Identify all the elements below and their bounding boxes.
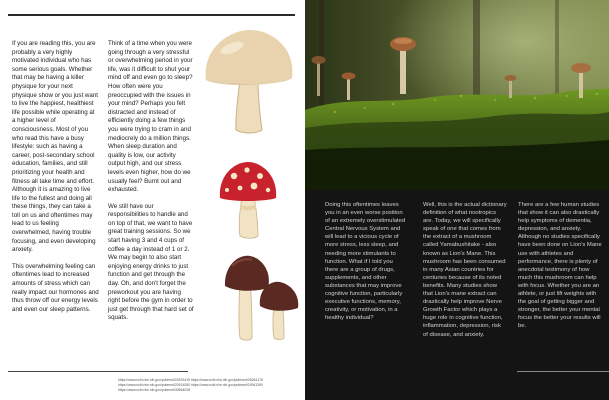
text-column-1 xyxy=(12,40,99,322)
brown-mushrooms-illustration xyxy=(224,252,300,344)
bottom-rule xyxy=(517,371,609,372)
paragraph: Think of a time when you were going through a very stressful or overwhelming period in your life, was it difficult to shut your mind off and even go to sleep? How often were you preoccupied with the issues in your mind? Perhaps you felt distracted and instead of efficiently doing a few things you were trying to cram in and mediocrely do a million things. xyxy=(108,40,193,142)
paragraph: There are a few human studies that show it can also drastically help symptoms of dementia, depression, and anxiety. Although no studies specifically have been done on Lion's Mane use with athletes and performance, there is plenty of anecdotal testimony of how much this mushroom can help with focus. Whether you are an athlete, or just lift weights with the goal of getting bigger and stronger, the better your mental focus the better your results will be. xyxy=(518,202,602,330)
paragraph: Well, this is the actual dictionary definition of what nootropics are. Today, we will specifically speak of one that comes from the extract of a mushroom called Yamabushitake - also known as Lion's Mane. This mushroom has been consumed in many Asian countries for centuries because of its noted benefits. Many studies show that Lion's mane extract can drastically help improve Nerve Growth Factor which plays a huge role in cognitive function, inflammation, depression, risk of disease, and anxiety. xyxy=(423,202,507,338)
text-column-2 xyxy=(108,40,194,331)
reference-line: https://www.ncbi.nlm.nih.gov/pubmed/20914080 https://www.ncbi.nlm.nih.gov/pubmed/24941390 xyxy=(118,383,263,388)
reference-line: https://www.ncbi.nlm.nih.gov/pubmed/30664028 xyxy=(118,388,191,393)
reference-line: https://www.ncbi.nlm.nih.gov/pubmed/20492419 https://www.ncbi.nlm.nih.gov/pubmed/26264176 xyxy=(118,378,263,382)
red-mushroom-illustration xyxy=(216,160,280,240)
right-page xyxy=(305,0,609,400)
bottom-rule xyxy=(8,371,188,372)
paragraph: When sleep duration and quality is low, our activity output high, and our stress levels even higher, how do we usually feel? Burnt out and exhausted. xyxy=(108,143,191,194)
top-rule xyxy=(8,14,295,16)
dark-text-column-3 xyxy=(518,201,602,331)
references xyxy=(118,378,304,394)
dark-text-column-1 xyxy=(325,201,407,322)
beige-mushroom-illustration xyxy=(200,26,298,136)
dark-text-column-2 xyxy=(423,201,507,339)
paragraph: We still have our responsibilities to handle and on top of that, we want to have great training sessions. So we start having 3 and 4 cups of coffee a day instead of 1 or 2. We may begin to also start enjoying energy drinks to just function and get through the day. Oh, and don't forget the preworkout you are having right before the gym in order to just get through that hard set of squats. xyxy=(108,202,194,322)
paragraph: This overwhelming feeling can oftentimes lead to increased amounts of stress which can really impact our hormones and thus throw off our energy levels and even our sleep patterns. xyxy=(12,262,99,313)
paragraph: If you are reading this, you are probably a very highly motivated individual who has some serious goals. Whether that may be having a killer physique for your next physique show or you just want to live the happiest, healthiest life possible while operating at a higher level of consciousness. Most of you who read this have a busy lifestyle: such as having a career, post-secondary school education, families, and still prioritizing your health and fitness all take time and effort. Although it is amazing to live life to the fullest and doing all these things, they can take a toll on us and oftentimes may lead to us feeling overwhelmed, having trouble focusing, and even developing anxiety. xyxy=(12,40,98,254)
paragraph: Doing this oftentimes leaves you in an even worse position of an extremely overstimulated Central Nervous System and will lead to a vicious cycle of more stress, less sleep, and needing more stimulants to function. What if I told you there are a group of drugs, supplements, and other substances that may improve cognitive function, particularly executive functions, memory, creativity, or motivation, in a healthy individual? xyxy=(325,202,406,322)
forest-mushroom-photo xyxy=(305,0,609,190)
